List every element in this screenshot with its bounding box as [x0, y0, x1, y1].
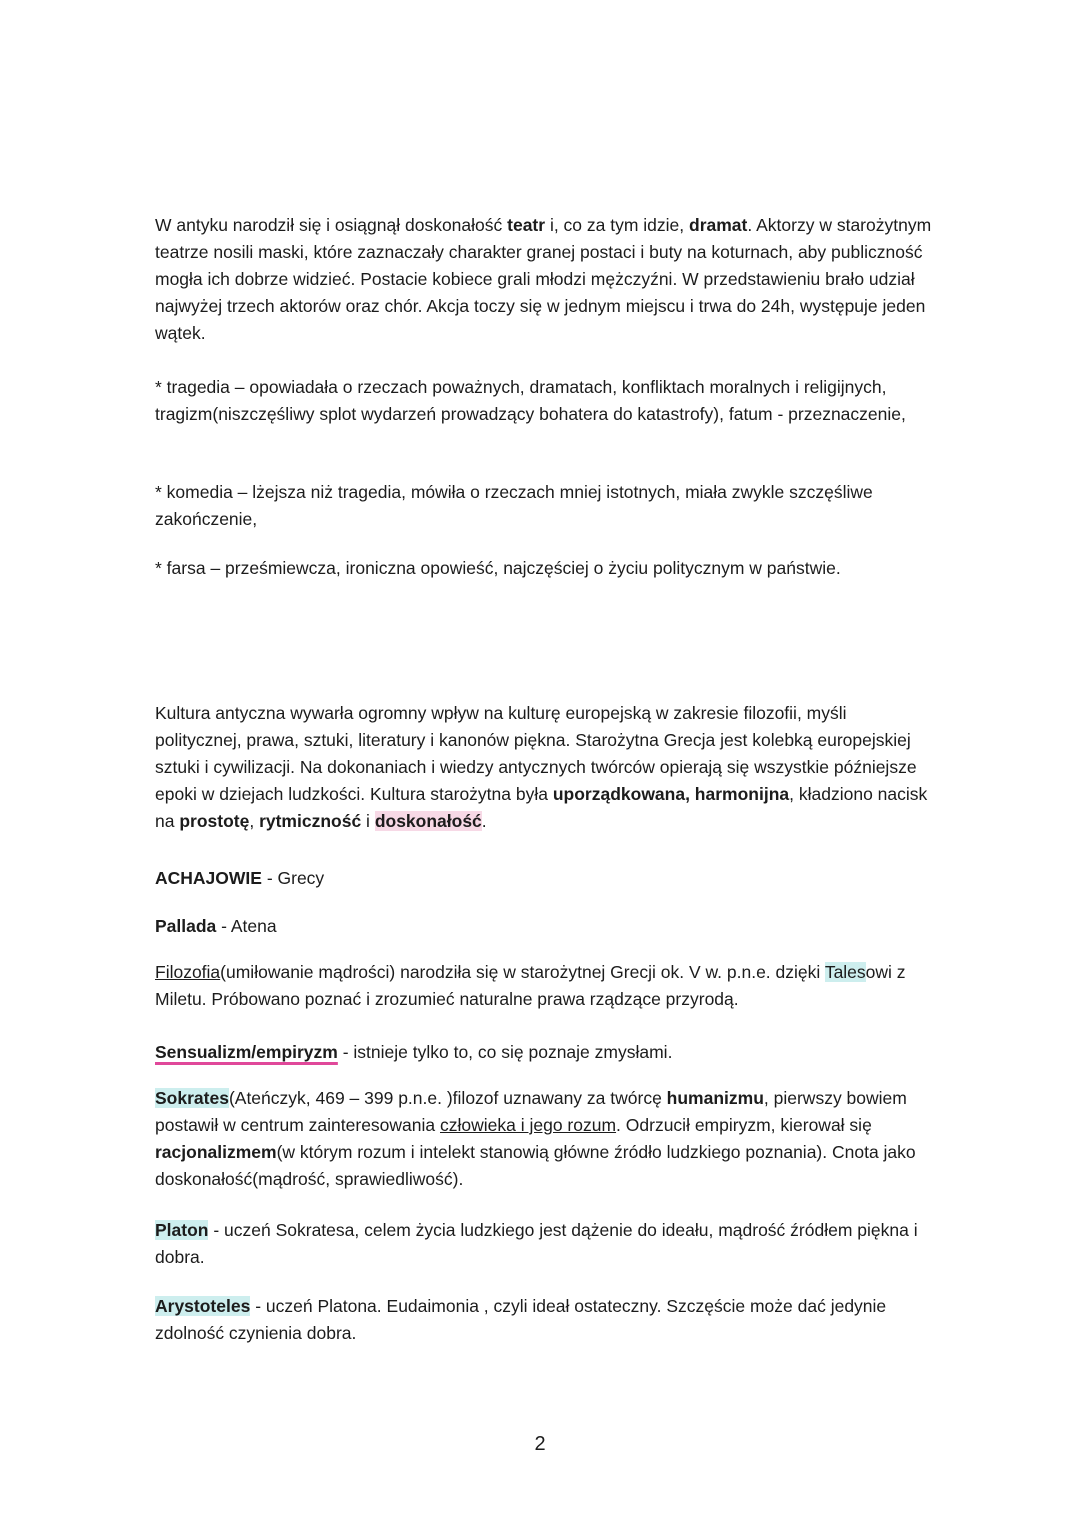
filozofia-paragraph: Filozofia(umiłowanie mądrości) narodziła się w starożytnej Grecji ok. V w. p.n.e. dzięki Talesowi z Miletu. Próbowano poznać i zrozumieć naturalne prawa rządzące przyrodą.	[155, 962, 906, 1009]
sensualizm-line: Sensualizm/empiryzm - istnieje tylko to, co się poznaje zmysłami.	[155, 1042, 673, 1062]
achajowie-line: ACHAJOWIE - Grecy	[155, 868, 325, 888]
theatre-paragraph: W antyku narodził się i osiągnął doskonałość teatr i, co za tym idzie, dramat. Aktorzy w starożytnym teatrze nosili maski, które zaznaczały charakter granej postaci i buty na koturnach, aby publiczność mogła ich dobrze widzieć. Postacie kobiece grali młodzi mężczyźni. W przedstawieniu brało udział najwyżej trzech aktorów oraz chór. Akcja toczy się w jednym miejscu i trwa do 24h, występuje jeden wątek.	[155, 215, 932, 343]
arystoteles-paragraph: Arystoteles - uczeń Platona. Eudaimonia , czyli ideał ostateczny. Szczęście może dać jedynie zdolność czynienia dobra.	[155, 1296, 887, 1343]
sokrates-paragraph: Sokrates(Ateńczyk, 469 – 399 p.n.e. )filozof uznawany za twórcę humanizmu, pierwszy bowiem postawił w centrum zainteresowania człowieka i jego rozum. Odrzucił empiryzm, kierował się racjonalizmem(w którym rozum i intelekt stanowią główne źródło ludzkiego poznania). Cnota jako doskonałość(mądrość, sprawiedliwość).	[155, 1088, 916, 1189]
pallada-line: Pallada - Atena	[155, 916, 277, 936]
culture-paragraph: Kultura antyczna wywarła ogromny wpływ na kulturę europejską w zakresie filozofii, myśli politycznej, prawa, sztuki, literatury i kanonów piękna. Starożytna Grecja jest kolebką europejskiej sztuki i cywilizacji. Na dokonaniach i wiedzy antycznych twórców opierają się wszystkie późniejsze epoki w dziejach ludzkości. Kultura starożytna była uporządkowana, harmonijna, kładziono nacisk na prostotę, rytmiczność i doskonałość.	[155, 703, 928, 831]
genre-komedia: * komedia – lżejsza niż tragedia, mówiła o rzeczach mniej istotnych, miała zwykle szczęśliwe zakończenie,	[155, 482, 873, 529]
genre-tragedia: * tragedia – opowiadała o rzeczach poważnych, dramatach, konfliktach moralnych i religijnych, tragizm(niszczęśliwy splot wydarzeń prowadzący bohatera do katastrofy), fatum - przeznaczenie,	[155, 377, 906, 424]
page-number: 2	[534, 1433, 546, 1455]
platon-paragraph: Platon - uczeń Sokratesa, celem życia ludzkiego jest dążenie do ideału, mądrość źródłem piękna i dobra.	[155, 1220, 918, 1267]
genre-farsa: * farsa – prześmiewcza, ironiczna opowieść, najczęściej o życiu politycznym w państwie.	[155, 558, 841, 578]
